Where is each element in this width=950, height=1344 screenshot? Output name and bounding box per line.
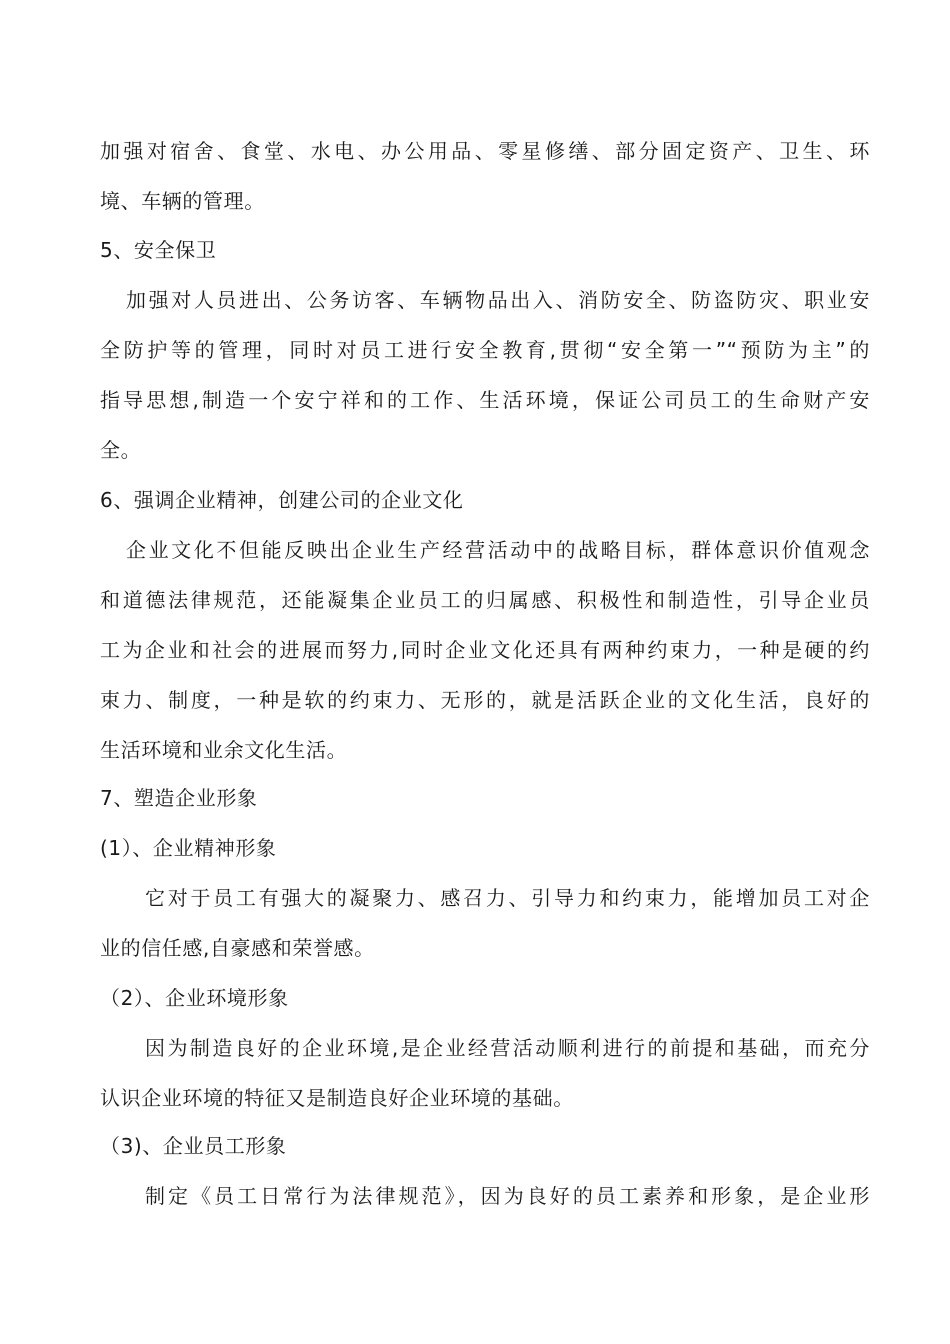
paragraph-line: 业的信任感,自豪感和荣誉感。 bbox=[100, 936, 375, 960]
subsection-heading: （3)、企业员工形象 bbox=[100, 1134, 287, 1158]
paragraph-line: 认识企业环境的特征又是制造良好企业环境的基础。 bbox=[100, 1086, 574, 1110]
paragraph-line: 和道德法律规范，还能凝集企业员工的归属感、积极性和制造性，引导企业员 bbox=[100, 588, 870, 612]
paragraph-line: 束力、制度，一种是软的约束力、无形的，就是活跃企业的文化生活，良好的 bbox=[100, 688, 870, 712]
paragraph-line: 全防护等的管理，同时对员工进行安全教育,贯彻“安全第一”“预防为主”的 bbox=[100, 338, 870, 362]
paragraph-line: 加强对人员进出、公务访客、车辆物品出入、消防安全、防盗防灾、职业安 bbox=[126, 288, 870, 312]
paragraph-line: 企业文化不但能反映出企业生产经营活动中的战略目标，群体意识价值观念 bbox=[126, 538, 870, 562]
paragraph-line: 加强对宿舍、食堂、水电、办公用品、零星修缮、部分固定资产、卫生、环 bbox=[100, 139, 870, 163]
subsection-heading: (1）、企业精神形象 bbox=[100, 836, 277, 860]
paragraph-line: 境、车辆的管理。 bbox=[100, 189, 265, 213]
section-heading: 5、安全保卫 bbox=[100, 238, 217, 262]
paragraph-line: 全。 bbox=[100, 438, 142, 462]
paragraph-line: 生活环境和业余文化生活。 bbox=[100, 738, 348, 762]
section-heading: 6、强调企业精神，创建公司的企业文化 bbox=[100, 488, 464, 512]
paragraph-line: 它对于员工有强大的凝聚力、感召力、引导力和约束力，能增加员工对企 bbox=[145, 886, 870, 910]
paragraph-line: 指导思想,制造一个安宁祥和的工作、生活环境，保证公司员工的生命财产安 bbox=[100, 388, 870, 412]
section-heading: 7、塑造企业形象 bbox=[100, 786, 258, 810]
paragraph-line: 工为企业和社会的进展而努力,同时企业文化还具有两种约束力，一种是硬的约 bbox=[100, 638, 870, 662]
paragraph-line: 制定《员工日常行为法律规范》，因为良好的员工素养和形象，是企业形 bbox=[145, 1184, 870, 1208]
subsection-heading: （2）、企业环境形象 bbox=[100, 986, 289, 1010]
paragraph-line: 因为制造良好的企业环境,是企业经营活动顺利进行的前提和基础，而充分 bbox=[145, 1036, 870, 1060]
